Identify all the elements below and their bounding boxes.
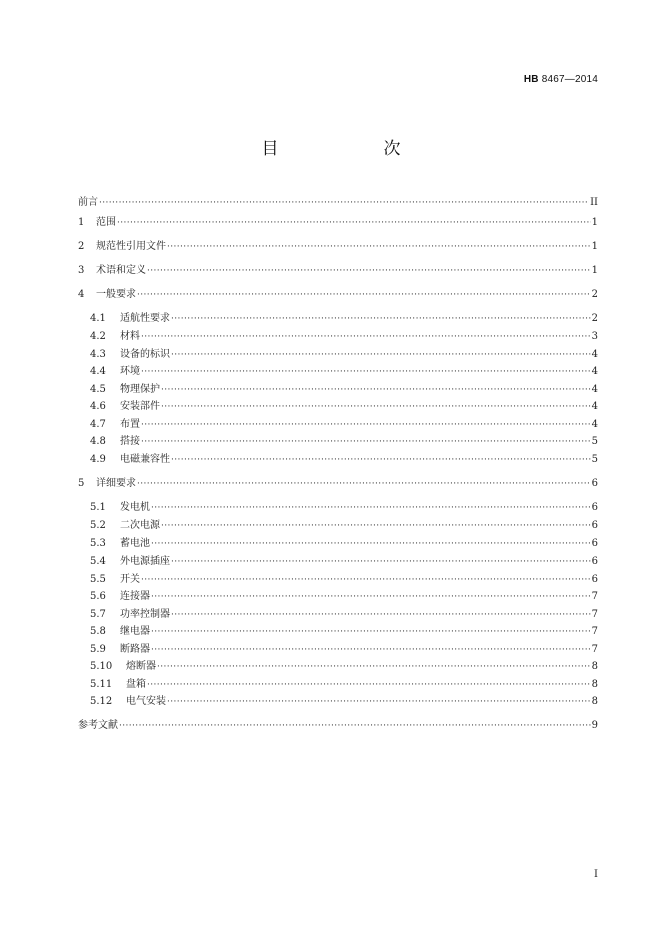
toc-entry-page: 7	[591, 591, 598, 602]
toc-entry-label: 安装部件	[120, 401, 160, 412]
toc-entry-number: 4.4	[90, 366, 106, 377]
toc-entry-number: 5.5	[90, 574, 106, 585]
toc-entry-page: 9	[591, 720, 598, 731]
toc-entry[interactable]	[90, 399, 598, 413]
toc-entry-label: 搭接	[120, 436, 140, 447]
toc-leader-dots	[167, 241, 591, 253]
toc-leader-dots	[157, 661, 591, 673]
toc-leader-dots	[171, 313, 591, 325]
toc-entry[interactable]	[90, 572, 598, 586]
toc-entry-page: 4	[591, 349, 598, 360]
toc-entry-page: 3	[591, 331, 598, 342]
toc-entry-label: 功率控制器	[120, 609, 170, 620]
toc-entry-label: 布置	[120, 419, 140, 430]
toc-entry-page: 4	[591, 401, 598, 412]
toc-leader-dots	[147, 265, 591, 277]
toc-entry[interactable]	[90, 518, 598, 532]
toc-entry-page: 6	[591, 478, 598, 489]
toc-entry-label: 二次电源	[120, 520, 160, 531]
toc-entry-number: 4.7	[90, 419, 106, 430]
toc-entry[interactable]	[90, 536, 598, 550]
toc-entry-number: 5.12	[90, 696, 113, 707]
toc-entry-page: 2	[591, 313, 598, 324]
toc-entry[interactable]	[90, 659, 598, 673]
toc-leader-dots	[137, 289, 591, 301]
toc-entry-label: 材料	[120, 331, 140, 342]
toc-entry[interactable]	[90, 642, 598, 656]
toc-leader-dots	[167, 696, 591, 708]
toc-entry-number: 4.6	[90, 401, 106, 412]
toc-entry-page: 1	[591, 217, 598, 228]
toc-entry-number: 1	[78, 217, 85, 228]
toc-entry-label: 术语和定义	[96, 265, 146, 276]
toc-entry[interactable]	[90, 347, 598, 361]
toc-entry[interactable]	[90, 329, 598, 343]
toc-leader-dots	[151, 591, 591, 603]
toc-entry[interactable]	[90, 364, 598, 378]
toc-entry-number: 5	[78, 478, 85, 489]
toc-entry-page: 1	[591, 241, 598, 252]
toc-entry-page: 5	[591, 454, 598, 465]
toc-entry[interactable]	[90, 624, 598, 638]
toc-leader-dots	[147, 679, 591, 691]
toc-entry[interactable]	[78, 215, 598, 229]
standard-prefix: HB	[523, 74, 539, 85]
toc-leader-dots	[99, 197, 589, 209]
toc-leader-dots	[161, 520, 591, 532]
toc-entry-label: 外电源插座	[120, 556, 170, 567]
toc-entry-page: 5	[591, 436, 598, 447]
toc-entry-label: 详细要求	[96, 478, 136, 489]
toc-entry-label: 规范性引用文件	[96, 241, 166, 252]
toc-entry[interactable]	[90, 607, 598, 621]
toc-entry-number: 3	[78, 265, 85, 276]
toc-entry[interactable]	[90, 694, 598, 708]
toc-leader-dots	[137, 478, 591, 490]
toc-entry-label: 盘箱	[126, 679, 146, 690]
toc-entry[interactable]	[78, 718, 598, 732]
toc-entry-number: 4.5	[90, 384, 106, 395]
toc-entry[interactable]	[90, 589, 598, 603]
toc-entry-page: 1	[591, 265, 598, 276]
standard-number: 8467—2014	[541, 74, 598, 85]
toc-entry-label: 熔断器	[126, 661, 156, 672]
toc-leader-dots	[151, 626, 591, 638]
toc-entry-number: 5.11	[90, 679, 113, 690]
toc-leader-dots	[141, 331, 591, 343]
toc-entry[interactable]	[90, 677, 598, 691]
page-title: 目 次	[261, 139, 445, 159]
toc-leader-dots	[171, 556, 591, 568]
toc-leader-dots	[141, 419, 591, 431]
toc-entry-page: 4	[591, 384, 598, 395]
toc-entry-number: 5.3	[90, 538, 106, 549]
toc-entry-number: 2	[78, 241, 85, 252]
toc-entry-number: 5.1	[90, 502, 106, 513]
toc-entry-page: 2	[591, 289, 598, 300]
toc-entry-number: 4.2	[90, 331, 106, 342]
toc-leader-dots	[151, 644, 591, 656]
toc-entry-number: 4	[78, 289, 85, 300]
toc-entry-label: 电气安装	[126, 696, 166, 707]
toc-entry-page: II	[590, 197, 598, 208]
toc-leader-dots	[161, 401, 591, 413]
toc-entry-label: 设备的标识	[120, 349, 170, 360]
toc-entry[interactable]	[78, 476, 598, 490]
toc-leader-dots	[119, 720, 591, 732]
toc-entry-label: 蓄电池	[120, 538, 150, 549]
toc-entry-number: 5.6	[90, 591, 106, 602]
toc-entry-label: 适航性要求	[120, 313, 170, 324]
toc-entry-number: 5.7	[90, 609, 106, 620]
toc-entry[interactable]	[78, 263, 598, 277]
toc-entry-page: 7	[591, 609, 598, 620]
toc-entry-label: 前言	[78, 197, 98, 208]
toc-entry-page: 4	[591, 419, 598, 430]
toc-entry-number: 5.10	[90, 661, 113, 672]
toc-entry-label: 环境	[120, 366, 140, 377]
toc-entry-page: 7	[591, 626, 598, 637]
toc-entry-page: 6	[591, 520, 598, 531]
toc-entry-page: 6	[591, 538, 598, 549]
toc-entry[interactable]	[78, 239, 598, 253]
toc-entry-page: 6	[591, 502, 598, 513]
toc-entry-label: 物理保护	[120, 384, 160, 395]
toc-leader-dots	[171, 609, 591, 621]
toc-entry-page: 8	[591, 679, 598, 690]
toc-entry[interactable]	[90, 434, 598, 448]
toc-entry-label: 断路器	[120, 644, 150, 655]
toc-entry-number: 5.8	[90, 626, 106, 637]
toc-entry-page: 6	[591, 574, 598, 585]
toc-leader-dots	[161, 384, 591, 396]
standard-code	[524, 74, 598, 85]
toc-entry[interactable]	[90, 500, 598, 514]
toc-entry-number: 5.2	[90, 520, 106, 531]
toc-leader-dots	[117, 217, 591, 229]
toc-leader-dots	[171, 349, 591, 361]
toc-entry-page: 6	[591, 556, 598, 567]
toc-leader-dots	[171, 454, 591, 466]
toc-leader-dots	[141, 574, 591, 586]
toc-entry-page: 8	[591, 661, 598, 672]
toc-entry-label: 范围	[96, 217, 116, 228]
toc-entry-page: 8	[591, 696, 598, 707]
toc-entry-label: 参考文献	[78, 720, 118, 731]
toc-entry-number: 4.9	[90, 454, 106, 465]
footer-page-number: I	[594, 869, 598, 880]
toc-entry-label: 连接器	[120, 591, 150, 602]
toc-entry-number: 5.9	[90, 644, 106, 655]
toc-leader-dots	[151, 538, 591, 550]
toc-entry-number: 4.8	[90, 436, 106, 447]
toc-leader-dots	[151, 502, 591, 514]
toc-entry[interactable]	[90, 417, 598, 431]
toc-entry[interactable]	[90, 452, 598, 466]
toc-entry-number: 4.3	[90, 349, 106, 360]
toc-entry[interactable]	[90, 382, 598, 396]
toc-leader-dots	[141, 436, 591, 448]
toc-entry-number: 5.4	[90, 556, 106, 567]
toc-entry[interactable]	[90, 554, 598, 568]
toc-entry[interactable]	[90, 311, 598, 325]
toc-entry[interactable]	[78, 287, 598, 301]
toc-entry-label: 电磁兼容性	[120, 454, 170, 465]
toc-entry-label: 继电器	[120, 626, 150, 637]
toc-entry-label: 一般要求	[96, 289, 136, 300]
toc-entry[interactable]	[78, 195, 598, 209]
toc-entry-number: 4.1	[90, 313, 106, 324]
toc-entry-page: 4	[591, 366, 598, 377]
toc-entry-label: 开关	[120, 574, 140, 585]
toc-leader-dots	[141, 366, 591, 378]
toc-entry-label: 发电机	[120, 502, 150, 513]
toc-entry-page: 7	[591, 644, 598, 655]
